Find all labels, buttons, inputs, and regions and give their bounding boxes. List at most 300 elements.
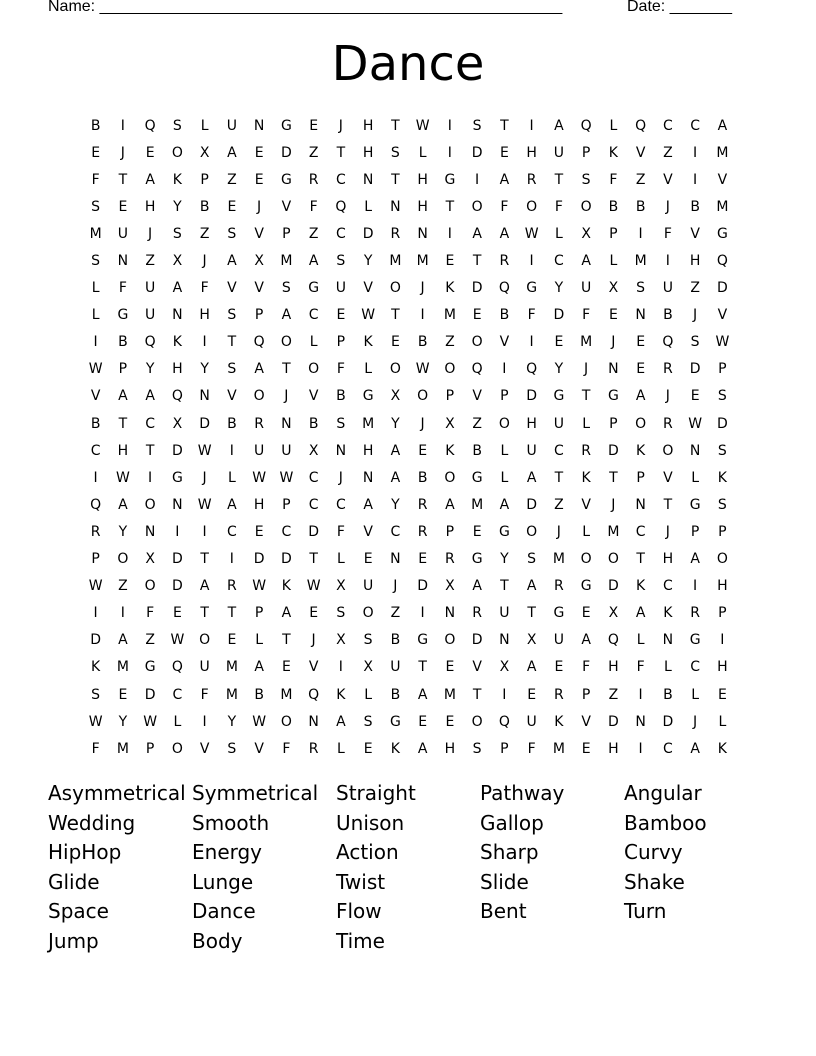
- grid-letter: L: [500, 469, 509, 486]
- grid-letter: D: [471, 632, 483, 649]
- grid-letter: T: [200, 605, 209, 622]
- grid-letter: F: [200, 280, 209, 297]
- grid-letter: K: [363, 334, 373, 351]
- grid-letter: I: [229, 551, 234, 568]
- grid-letter: Z: [663, 144, 673, 161]
- grid-letter: T: [472, 253, 482, 270]
- grid-letter: I: [529, 334, 534, 351]
- grid-letter: E: [527, 686, 537, 703]
- grid-letter: P: [718, 605, 727, 622]
- grid-letter: D: [417, 578, 429, 595]
- grid-row: [82, 546, 736, 573]
- grid-letter: G: [389, 713, 401, 730]
- grid-letter: U: [526, 713, 537, 730]
- grid-letter: A: [526, 578, 537, 595]
- grid-letter: A: [717, 117, 728, 134]
- grid-letter: A: [254, 361, 264, 378]
- grid-letter: B: [199, 198, 210, 215]
- grid-letter: B: [608, 198, 619, 215]
- grid-letter: D: [171, 442, 183, 459]
- grid-letter: M: [116, 659, 129, 676]
- word-list-item: Slide: [480, 869, 529, 894]
- grid-letter: W: [88, 578, 103, 595]
- grid-letter: V: [227, 388, 237, 405]
- grid-letter: C: [308, 307, 319, 324]
- grid-letter: R: [390, 225, 401, 242]
- grid-letter: N: [362, 171, 374, 188]
- grid-letter: G: [362, 388, 374, 405]
- grid-letter: G: [716, 225, 728, 242]
- grid-letter: X: [608, 605, 619, 622]
- grid-letter: O: [171, 740, 183, 757]
- grid-letter: S: [390, 144, 400, 161]
- grid-letter: L: [500, 442, 509, 459]
- grid-letter: F: [282, 740, 291, 757]
- word-list-item: Energy: [192, 840, 263, 865]
- grid-letter: Q: [526, 361, 538, 378]
- grid-letter: I: [502, 686, 507, 703]
- grid-letter: J: [120, 144, 125, 161]
- grid-letter: I: [120, 605, 125, 622]
- grid-letter: K: [608, 144, 618, 161]
- grid-letter: W: [115, 469, 130, 486]
- grid-letter: U: [335, 280, 346, 297]
- grid-letter: N: [444, 605, 456, 622]
- date-line: Date: _______: [627, 0, 732, 15]
- grid-letter: O: [117, 551, 129, 568]
- grid-letter: E: [118, 686, 128, 703]
- grid-letter: J: [665, 388, 670, 405]
- page-title: Dance: [331, 36, 485, 92]
- grid-letter: W: [306, 578, 321, 595]
- grid-letter: J: [420, 415, 425, 432]
- grid-letter: T: [282, 632, 291, 649]
- grid-letter: M: [225, 659, 238, 676]
- grid-letter: G: [280, 117, 292, 134]
- grid-letter: T: [336, 144, 346, 161]
- word-list-item: Smooth: [192, 810, 270, 835]
- grid-letter: N: [172, 307, 183, 324]
- grid-letter: C: [690, 659, 701, 676]
- grid-letter: A: [145, 388, 155, 405]
- grid-letter: J: [284, 388, 289, 405]
- grid-letter: X: [254, 253, 264, 270]
- grid-letter: W: [415, 117, 430, 134]
- grid-letter: A: [118, 632, 128, 649]
- grid-letter: C: [281, 523, 292, 540]
- grid-letter: C: [226, 523, 237, 540]
- grid-row: [82, 410, 736, 437]
- grid-letter: E: [499, 144, 509, 161]
- grid-letter: G: [171, 469, 183, 486]
- grid-letter: Z: [199, 225, 210, 242]
- grid-letter: B: [336, 388, 346, 405]
- grid-letter: H: [717, 659, 728, 676]
- grid-letter: D: [662, 713, 674, 730]
- grid-letter: S: [581, 171, 591, 188]
- grid-letter: Z: [227, 171, 237, 188]
- word-list-item: Time: [336, 928, 385, 953]
- grid-letter: V: [717, 171, 728, 188]
- grid-letter: D: [199, 415, 211, 432]
- grid-letter: V: [308, 388, 319, 405]
- word-list-item: HipHop: [48, 840, 122, 865]
- word-list-item: Wedding: [48, 810, 136, 835]
- grid-letter: Z: [308, 144, 319, 161]
- grid-row: [82, 437, 736, 464]
- grid-letter: A: [145, 171, 155, 188]
- grid-letter: A: [445, 496, 455, 513]
- grid-row: [82, 627, 736, 654]
- grid-letter: Q: [144, 117, 156, 134]
- grid-letter: I: [693, 578, 698, 595]
- word-list-item: Lunge: [192, 869, 254, 894]
- word-list-item: Body: [192, 928, 243, 953]
- grid-letter: I: [665, 253, 670, 270]
- grid-letter: A: [118, 388, 128, 405]
- grid-letter: I: [638, 225, 643, 242]
- grid-letter: D: [607, 442, 619, 459]
- grid-letter: P: [200, 171, 209, 188]
- grid-letter: E: [363, 740, 373, 757]
- grid-letter: S: [227, 225, 237, 242]
- grid-letter: I: [720, 632, 725, 649]
- grid-row: [82, 220, 736, 247]
- grid-letter: O: [199, 632, 211, 649]
- grid-letter: L: [663, 659, 672, 676]
- grid-letter: M: [552, 551, 565, 568]
- grid-letter: T: [227, 334, 237, 351]
- grid-letter: I: [202, 523, 207, 540]
- grid-letter: I: [93, 334, 98, 351]
- grid-letter: K: [717, 469, 727, 486]
- grid-letter: R: [90, 523, 101, 540]
- grid-letter: Y: [363, 253, 373, 270]
- grid-letter: E: [227, 198, 237, 215]
- grid-letter: F: [118, 280, 127, 297]
- grid-letter: Q: [580, 117, 592, 134]
- grid-letter: O: [526, 523, 538, 540]
- grid-letter: E: [445, 713, 455, 730]
- grid-letter: Z: [118, 578, 128, 595]
- grid-letter: S: [336, 415, 346, 432]
- grid-letter: G: [498, 523, 510, 540]
- grid-letter: R: [417, 496, 428, 513]
- grid-letter: T: [145, 442, 155, 459]
- grid-letter: H: [362, 144, 374, 161]
- grid-letter: H: [526, 144, 537, 161]
- grid-letter: P: [718, 361, 727, 378]
- grid-letter: E: [254, 523, 264, 540]
- grid-letter: F: [91, 740, 100, 757]
- grid-letter: N: [172, 496, 183, 513]
- grid-letter: D: [171, 578, 183, 595]
- grid-letter: J: [693, 307, 698, 324]
- grid-letter: E: [636, 334, 646, 351]
- grid-letter: D: [280, 144, 292, 161]
- grid-letter: Y: [227, 713, 237, 730]
- grid-letter: N: [117, 253, 129, 270]
- grid-letter: B: [499, 307, 510, 324]
- grid-letter: J: [556, 523, 561, 540]
- grid-letter: C: [172, 686, 183, 703]
- grid-letter: C: [635, 523, 646, 540]
- grid-letter: Y: [118, 523, 128, 540]
- grid-letter: N: [635, 307, 646, 324]
- grid-letter: V: [635, 144, 646, 161]
- grid-letter: S: [363, 632, 373, 649]
- grid-letter: I: [93, 605, 98, 622]
- grid-letter: B: [417, 469, 428, 486]
- grid-letter: Q: [90, 496, 102, 513]
- grid-letter: T: [445, 198, 455, 215]
- grid-row: [82, 681, 736, 708]
- grid-letter: Z: [445, 334, 455, 351]
- grid-letter: S: [690, 334, 700, 351]
- grid-letter: S: [172, 117, 182, 134]
- grid-letter: A: [635, 388, 646, 405]
- grid-letter: D: [90, 632, 102, 649]
- grid-letter: C: [662, 740, 673, 757]
- grid-letter: V: [254, 225, 264, 242]
- grid-letter: O: [362, 605, 374, 622]
- grid-letter: H: [417, 171, 428, 188]
- grid-letter: X: [608, 280, 619, 297]
- grid-letter: M: [443, 307, 456, 324]
- grid-letter: A: [690, 740, 700, 757]
- word-list-item: Space: [48, 899, 109, 924]
- grid-letter: T: [391, 117, 400, 134]
- letter-grid: [82, 112, 736, 762]
- grid-letter: C: [553, 442, 564, 459]
- grid-row: [82, 735, 736, 762]
- grid-letter: G: [689, 632, 701, 649]
- grid-letter: H: [689, 253, 701, 270]
- word-list-item: Jump: [48, 928, 99, 953]
- grid-letter: S: [717, 496, 727, 513]
- grid-letter: O: [171, 144, 183, 161]
- grid-letter: T: [282, 361, 291, 378]
- word-list-item: Twist: [336, 869, 386, 894]
- grid-letter: H: [362, 442, 374, 459]
- grid-letter: H: [417, 198, 428, 215]
- grid-letter: L: [364, 361, 373, 378]
- grid-letter: C: [662, 117, 673, 134]
- grid-letter: T: [391, 171, 400, 188]
- grid-letter: G: [144, 659, 156, 676]
- grid-letter: K: [636, 578, 646, 595]
- grid-letter: N: [144, 523, 156, 540]
- grid-letter: P: [500, 388, 509, 405]
- grid-letter: G: [553, 388, 565, 405]
- grid-letter: B: [118, 334, 128, 351]
- grid-letter: B: [635, 198, 646, 215]
- grid-letter: B: [90, 117, 101, 134]
- grid-letter: T: [500, 117, 509, 134]
- grid-letter: J: [665, 523, 670, 540]
- grid-letter: T: [581, 388, 591, 405]
- grid-letter: J: [420, 280, 425, 297]
- grid-letter: F: [554, 198, 563, 215]
- grid-letter: M: [416, 253, 429, 270]
- grid-letter: O: [662, 442, 674, 459]
- grid-letter: G: [444, 171, 456, 188]
- grid-letter: F: [336, 361, 345, 378]
- grid-row: [82, 518, 736, 545]
- grid-letter: S: [636, 280, 646, 297]
- grid-letter: F: [636, 659, 645, 676]
- grid-letter: P: [336, 334, 346, 351]
- grid-letter: L: [691, 469, 700, 486]
- grid-letter: K: [581, 469, 591, 486]
- grid-letter: I: [202, 713, 207, 730]
- grid-letter: M: [362, 415, 375, 432]
- grid-letter: K: [91, 659, 101, 676]
- grid-letter: Q: [253, 334, 265, 351]
- grid-letter: A: [363, 496, 373, 513]
- grid-letter: I: [502, 361, 507, 378]
- grid-letter: W: [252, 469, 267, 486]
- grid-letter: Q: [635, 117, 647, 134]
- grid-letter: V: [90, 388, 101, 405]
- grid-letter: V: [363, 280, 373, 297]
- grid-letter: Q: [607, 632, 619, 649]
- grid-letter: F: [663, 225, 672, 242]
- grid-letter: E: [418, 442, 428, 459]
- grid-letter: C: [308, 496, 319, 513]
- grid-letter: G: [117, 307, 129, 324]
- grid-letter: V: [308, 659, 319, 676]
- grid-letter: I: [693, 171, 698, 188]
- grid-letter: I: [475, 171, 480, 188]
- grid-row: [82, 302, 736, 329]
- grid-letter: R: [554, 686, 564, 703]
- grid-letter: I: [338, 659, 343, 676]
- grid-letter: V: [472, 388, 482, 405]
- grid-letter: L: [255, 632, 264, 649]
- grid-letter: E: [472, 523, 482, 540]
- grid-letter: Z: [472, 415, 482, 432]
- grid-letter: J: [338, 117, 343, 134]
- grid-letter: G: [553, 605, 565, 622]
- grid-letter: S: [172, 225, 182, 242]
- grid-letter: A: [254, 659, 264, 676]
- grid-letter: O: [389, 361, 401, 378]
- grid-letter: J: [148, 225, 153, 242]
- grid-letter: H: [444, 740, 456, 757]
- grid-letter: X: [172, 415, 183, 432]
- grid-letter: E: [554, 334, 564, 351]
- grid-letter: T: [663, 496, 673, 513]
- grid-letter: X: [499, 659, 510, 676]
- grid-letter: K: [636, 442, 646, 459]
- grid-letter: V: [281, 198, 292, 215]
- grid-letter: F: [500, 198, 509, 215]
- grid-letter: U: [145, 307, 156, 324]
- grid-letter: P: [609, 225, 618, 242]
- grid-letter: D: [362, 225, 374, 242]
- grid-letter: D: [526, 496, 538, 513]
- grid-letter: A: [281, 307, 292, 324]
- grid-letter: Q: [171, 659, 183, 676]
- grid-letter: Z: [308, 225, 319, 242]
- grid-letter: U: [117, 225, 128, 242]
- grid-letter: I: [202, 334, 207, 351]
- grid-letter: R: [308, 171, 319, 188]
- grid-letter: R: [663, 361, 673, 378]
- grid-letter: S: [336, 605, 346, 622]
- word-list-item: Flow: [336, 899, 382, 924]
- grid-letter: P: [718, 523, 727, 540]
- grid-letter: O: [580, 198, 592, 215]
- grid-letter: K: [663, 605, 673, 622]
- grid-letter: T: [118, 415, 128, 432]
- grid-letter: V: [254, 280, 264, 297]
- grid-letter: U: [553, 144, 564, 161]
- grid-letter: X: [145, 551, 155, 568]
- grid-letter: M: [116, 740, 129, 757]
- grid-letter: B: [90, 415, 101, 432]
- grid-letter: K: [281, 578, 291, 595]
- grid-letter: D: [144, 686, 156, 703]
- grid-row: [82, 112, 736, 139]
- grid-letter: O: [417, 388, 429, 405]
- grid-letter: U: [581, 280, 592, 297]
- grid-letter: G: [471, 469, 483, 486]
- grid-letter: S: [227, 740, 237, 757]
- grid-letter: B: [690, 198, 700, 215]
- grid-letter: H: [199, 307, 210, 324]
- grid-row: [82, 193, 736, 220]
- grid-letter: P: [581, 144, 591, 161]
- grid-letter: L: [418, 144, 427, 161]
- grid-letter: E: [581, 740, 591, 757]
- grid-letter: I: [638, 686, 643, 703]
- grid-letter: C: [690, 117, 701, 134]
- grid-letter: T: [554, 171, 564, 188]
- grid-letter: M: [634, 253, 647, 270]
- grid-letter: E: [145, 144, 155, 161]
- grid-letter: W: [524, 225, 539, 242]
- grid-letter: U: [145, 280, 156, 297]
- grid-letter: D: [471, 280, 483, 297]
- grid-letter: N: [417, 225, 428, 242]
- grid-letter: N: [308, 713, 319, 730]
- grid-letter: A: [118, 496, 128, 513]
- grid-letter: Y: [500, 551, 509, 568]
- grid-letter: D: [308, 523, 320, 540]
- grid-letter: M: [716, 198, 729, 215]
- grid-letter: Y: [173, 198, 182, 215]
- grid-letter: I: [693, 144, 698, 161]
- grid-letter: A: [227, 253, 237, 270]
- grid-letter: A: [499, 496, 510, 513]
- grid-letter: D: [607, 713, 619, 730]
- grid-letter: F: [309, 198, 318, 215]
- grid-letter: J: [693, 713, 698, 730]
- grid-letter: B: [472, 442, 482, 459]
- grid-letter: X: [336, 578, 346, 595]
- grid-letter: N: [199, 388, 210, 405]
- grid-letter: T: [527, 605, 536, 622]
- grid-letter: O: [444, 469, 456, 486]
- grid-letter: R: [581, 442, 591, 459]
- grid-letter: L: [609, 117, 618, 134]
- grid-letter: R: [690, 605, 700, 622]
- grid-letter: S: [91, 686, 101, 703]
- grid-letter: E: [690, 388, 700, 405]
- grid-letter: V: [581, 713, 591, 730]
